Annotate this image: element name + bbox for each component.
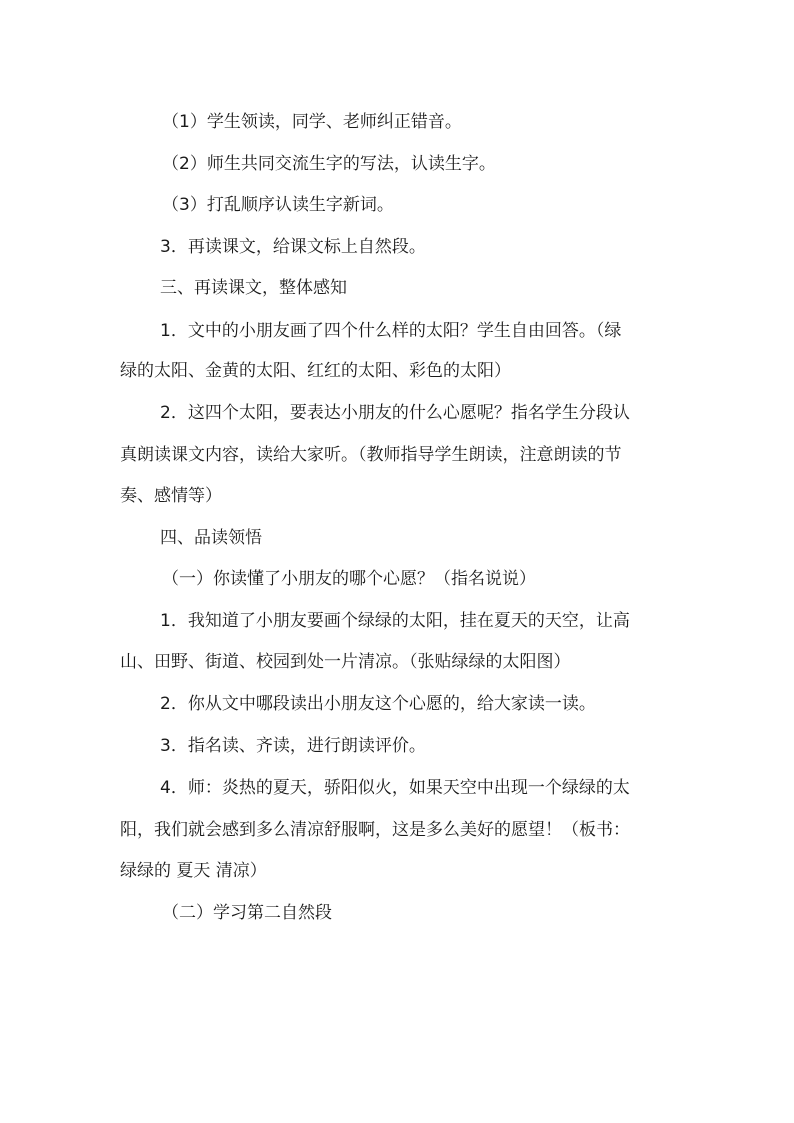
text-line: 山、田野、街道、校园到处一片清凉。（张贴绿绿的太阳图）: [120, 652, 571, 672]
text-line: 3．再读课文，给课文标上自然段。: [160, 237, 426, 257]
text-line: 奏、感情等）: [120, 486, 222, 506]
text-line: 真朗读课文内容，读给大家听。（教师指导学生朗读，注意朗读的节: [120, 445, 622, 465]
text-line: 2．这四个太阳，要表达小朋友的什么心愿呢？指名学生分段认: [160, 403, 630, 423]
text-line: （1）学生领读，同学、老师纠正错音。: [162, 112, 462, 132]
text-line: 绿的太阳、金黄的太阳、红红的太阳、彩色的太阳）: [120, 361, 511, 381]
text-line: 阳，我们就会感到多么清凉舒服啊，这是多么美好的愿望！（板书：: [120, 820, 630, 840]
text-line: 绿绿的 夏天 清凉）: [120, 861, 267, 881]
text-line: 1．我知道了小朋友要画个绿绿的太阳，挂在夏天的天空，让高: [160, 611, 630, 631]
text-line: 2．你从文中哪段读出小朋友这个心愿的，给大家读一读。: [160, 694, 596, 714]
text-line: 1．文中的小朋友画了四个什么样的太阳？学生自由回答。（绿: [160, 321, 622, 341]
text-line: （3）打乱顺序认读生字新词。: [162, 195, 394, 215]
text-line: 3．指名读、齐读，进行朗读评价。: [160, 736, 426, 756]
text-line: （2）师生共同交流生字的写法，认读生字。: [162, 154, 496, 174]
text-line: （二）学习第二自然段: [162, 903, 332, 923]
heading-line: 三、再读课文，整体感知: [160, 278, 347, 298]
heading-line: 四、品读领悟: [160, 528, 262, 548]
text-line: （一）你读懂了小朋友的哪个心愿？（指名说说）: [162, 569, 536, 589]
text-line: 4．师：炎热的夏天，骄阳似火，如果天空中出现一个绿绿的太: [160, 778, 630, 798]
